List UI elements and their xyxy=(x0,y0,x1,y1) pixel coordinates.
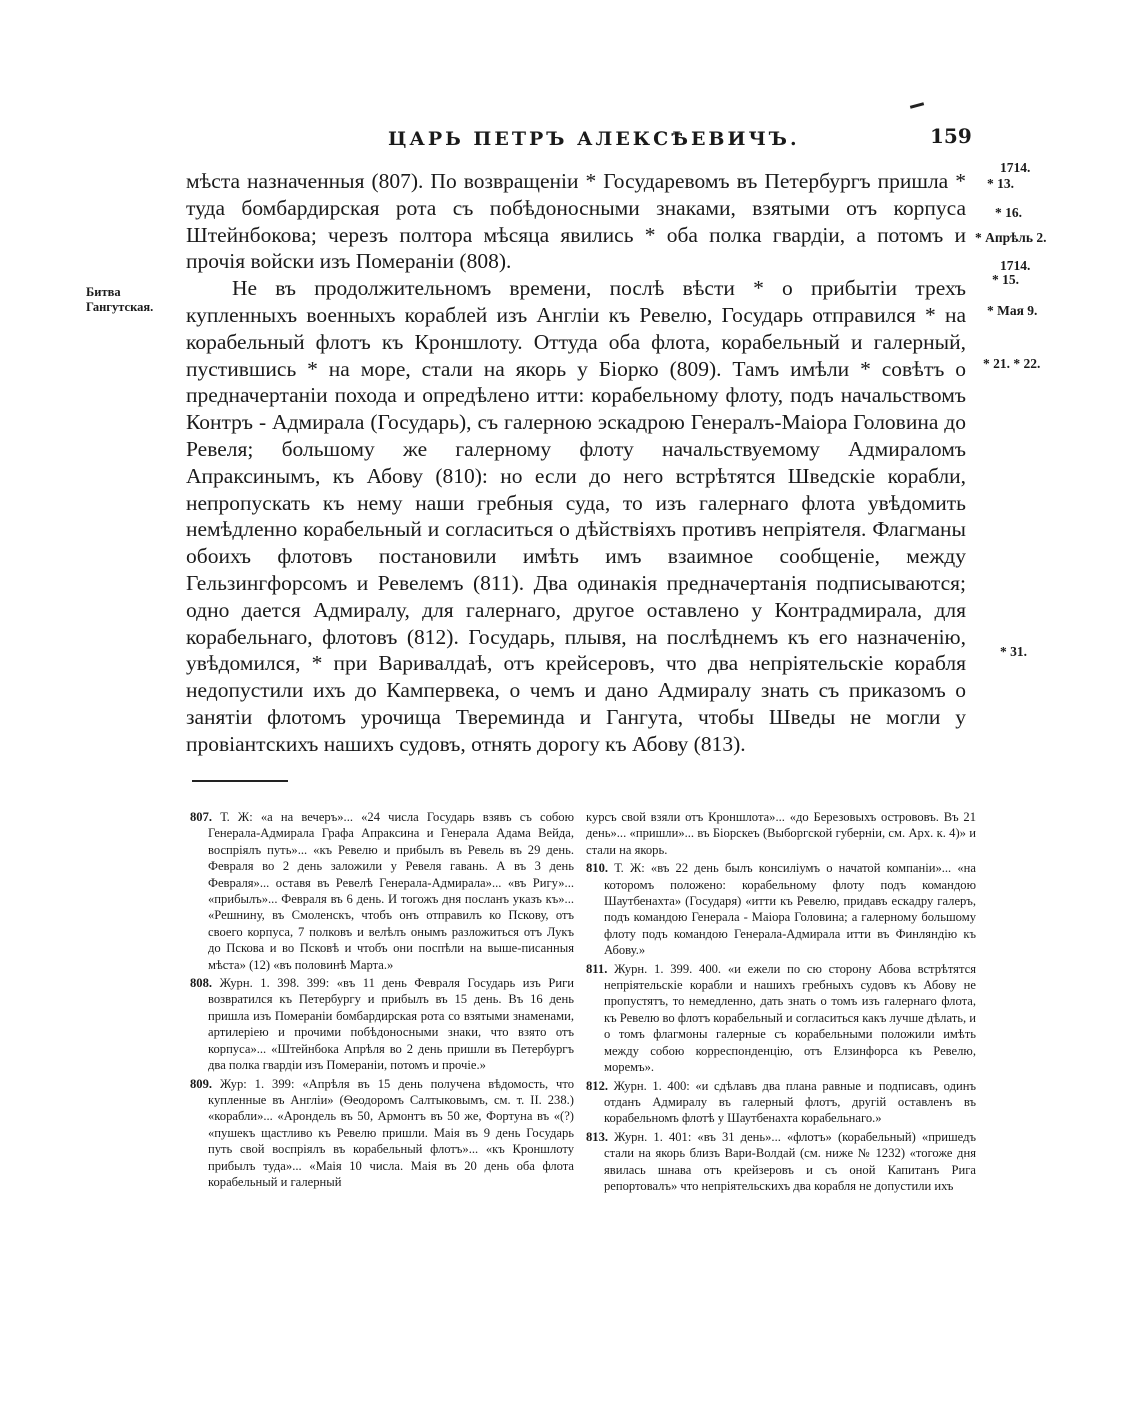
footnotes-right-column xyxy=(586,809,976,1196)
footnote-number: 811. xyxy=(586,961,608,976)
footnote-text: Журн. 1. 398. 399: «въ 11 день Февраля Государь изъ Риги возвратился къ Петербургу и прибылъ въ 15 день. Въ 16 день пришла изъ Помераніи бомбардирская рота со взятыми знаменами, артилеріею и прочими побѣдоносными знаки, что взято отъ корпуса»... «Штейнбока Апрѣля во 2 день пришли въ Петербургъ два полка гвардіи изъ Помераніи, потомъ и прочіе.» xyxy=(208,976,574,1073)
margin-note: * Апрѣль 2. xyxy=(975,230,1047,245)
page-number: 159 xyxy=(930,124,972,148)
paragraph: мѣста назначенныя (807). По возвращеніи * Государевомъ въ Петербургъ пришла * туда бомбардирская рота съ побѣдоносными знаками, взятыми отъ корпуса Штейнбокова; черезъ полтора мѣсяца явились * оба полка гвардіи, а потомъ и прочія войски изъ Помераніи (808). xyxy=(186,169,966,274)
footnote-text: Журн. 1. 401: «въ 31 день»... «флотъ» (корабельный) «пришедъ стали на якорь близъ Вари-Волдай (см. ниже № 1232) «тогоже дня явилась шнава отъ крейзеровъ и съ оной Капитанъ Рига репортовалъ» что непріятельскихъ два корабля не допустили ихъ xyxy=(604,1129,977,1193)
margin-note: 1714. xyxy=(1000,258,1031,273)
footnote-number: 813. xyxy=(586,1129,609,1144)
footnote-rule xyxy=(192,780,288,782)
footnote-number: 810. xyxy=(586,861,609,876)
footnote-continuation xyxy=(586,809,976,858)
footnote xyxy=(586,1129,976,1195)
margin-note: * 13. xyxy=(987,176,1014,191)
footnote xyxy=(190,809,574,973)
footnote-number: 808. xyxy=(190,976,213,991)
footnote-text: Журн. 1. 400: «и сдѣлавъ два плана равные и подписавъ, одинъ отданъ Адмиралу въ галерный флотъ, другій оставленъ въ корабельномъ флотѣ у Шаутбенахта корабельнаго.» xyxy=(604,1078,976,1126)
ink-mark xyxy=(910,102,924,109)
footnote-text: Журн. 1. 399. 400. «и ежели по сю сторону Абова встрѣтятся непріятельскіе корабли и нашихъ гребныхъ судовъ къ Абову не пропустятъ, то немедленно, дать знать о томъ изъ галернаго флота, къ Ревелю во флотъ корабельный и согласиться какъ лучше дѣлать, и о томъ флагмоны галерные съ корабельными положили имѣть между собою корреспонденцію, отъ Елзинфорса къ Ревелю, моремъ». xyxy=(604,961,976,1075)
margin-note: 1714. xyxy=(1000,160,1031,175)
footnote xyxy=(586,860,976,958)
margin-note: * 21. * 22. xyxy=(983,356,1041,371)
footnote-number: 807. xyxy=(190,810,213,824)
margin-note: * 16. xyxy=(995,205,1022,220)
footnote-text: Т. Ж: «а на вечеръ»... «24 числа Государь взявъ съ собою Генерала-Адмирала Графа Апраксина и Генерала Адама Вейда, воспріялъ путь»... «къ Ревелю и прибылъ въ Ревель въ 29 день. Февраля во 2 день заложили у Ревеля гавань. А въ 3 день Февраля»... оставя въ Ревелѣ Генерала-Адмирала»... «въ Ригу»... «прибылъ»... Февраля въ 6 день. И тогожъ дня посланъ указъ къ»... «Решнину, въ Смоленскъ, чтобъ онъ отправилъ ко Пскову, отъ своего корпуса, 7 полковъ и велѣлъ онымъ разложиться отъ Лукъ до Пскова и во Псковѣ и чтобъ они поспѣли на выше-писанныя мѣста» (12) «въ половинѣ Марта.» xyxy=(208,810,574,972)
margin-note: * Мая 9. xyxy=(987,303,1038,318)
footnote-text: Т. Ж: «въ 22 день былъ консиліумъ о начатой компаніи»... «на которомъ положено: корабельному флоту подъ командою Шаутбенахта» (Государя) «итти къ Ревелю, придавъ ескадру галеръ, подъ командою Генерала - Маіора Головина; а галерному большому флоту подъ командою Генерала-Адмирала итти въ Финляндію къ Абову.» xyxy=(604,861,976,958)
footnote xyxy=(190,1076,574,1191)
footnote xyxy=(586,961,976,1076)
running-title: ЦАРЬ ПЕТРЪ АЛЕКСѢЕВИЧЪ. xyxy=(388,128,800,150)
footnotes-left-column xyxy=(190,809,574,1192)
margin-note: * 15. xyxy=(992,272,1019,287)
side-heading: Битва Гангутская. xyxy=(86,285,154,314)
paragraph: Не въ продолжительномъ времени, послѣ вѣсти * о прибытіи трехъ купленныхъ военныхъ кораблей изъ Англіи къ Ревелю, Государь отправился * на корабельный флотъ къ Кроншлоту. Оттуда оба флота, корабельный и галерный, пустившись * на море, стали на якорь у Біорко (809). Тамъ имѣли * совѣтъ о предначертаніи похода и опредѣлено итти: корабельному флоту, подъ начальствомъ Контръ - Адмирала (Государь), съ галерною эскадрою Генералъ-Маіора Головина до Ревеля; большому же галерному флоту начальствуемому Адмираломъ Апраксинымъ, къ Абову (810): но если до него встрѣтятся Шведскіе корабли, непропускать къ нему наши гребныя суда, то изъ галернаго флота увѣдомить немѣдленно корабельный и согласиться о дѣйствіяхъ противъ непріятеля. Флагманы обоихъ флотовъ постановили имѣть имъ взаимное сообщеніе, между Гельзингфорсомъ и Ревелемъ (811). Два одинакія предначертанія подписываются; одно дается Адмиралу, для галернаго, другое оставлено у Контрадмирала, для корабельнаго, флотовъ (812). Государь, плывя, на послѣднемъ къ его назначенію, увѣдомился, * при Варивалдаѣ, отъ крейсеровъ, что два непріятельскіе корабля недопустили ихъ до Кампервека, о чемъ и дано Адмиралу знать съ приказомъ о занятіи флотомъ урочища Твереминда и Гангута, чтобы Шведы не могли у провіантскихъ нашихъ судовъ, отнять дорогу къ Абову (813). xyxy=(186,276,966,756)
footnote-text: курсъ свой взяли отъ Кроншлота»... «до Березовыхъ острововъ. Въ 21 день»... «пришли»... въ Біорскеъ (Выборгской губерніи, см. Арх. к. 4)» и стали на якорь. xyxy=(586,810,976,857)
footnote xyxy=(586,1078,976,1127)
footnote-number: 809. xyxy=(190,1076,213,1091)
footnote xyxy=(190,975,574,1073)
footnote-number: 812. xyxy=(586,1078,609,1093)
margin-note: * 31. xyxy=(1000,644,1027,659)
footnote-text: Жур: 1. 399: «Апрѣля въ 15 день получена вѣдомость, что купленные въ Англіи» (Ѳеодоромъ Салтыковымъ, см. т. II. 238.) «корабли»... «Арондель въ 50, Армонтъ въ 50 же, Фортуна въ «(?) «пушекъ щастливо къ Ревелю пришли. Маія въ 9 день Государь путь свой воспріялъ въ корабельный флотъ»... «къ Кроншлоту прибылъ туда»... «Маія 10 числа. Маія въ 20 день оба флота корабельный и галерный xyxy=(208,1076,574,1189)
main-text xyxy=(186,168,966,758)
page-header xyxy=(0,124,1140,154)
